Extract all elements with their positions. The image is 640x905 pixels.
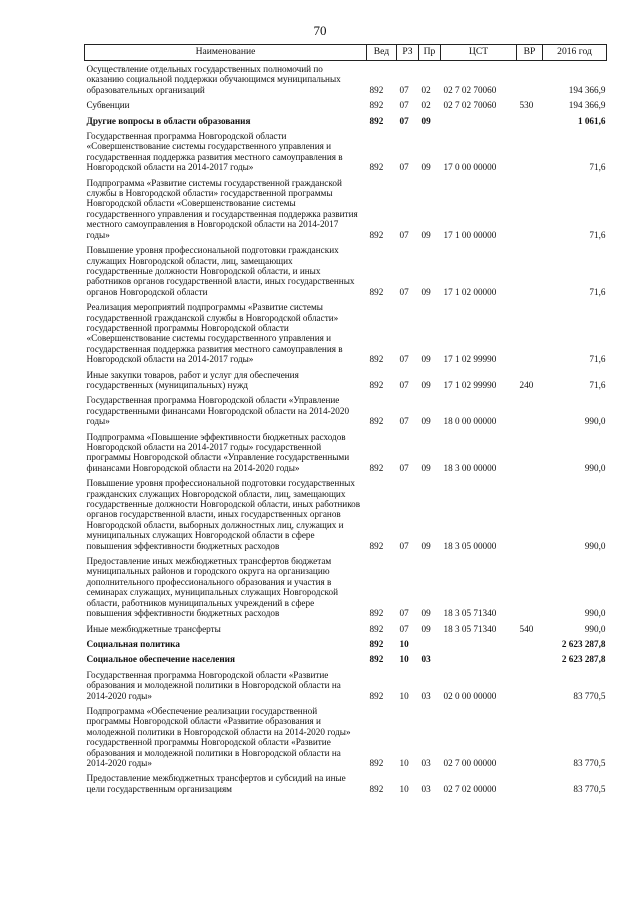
table-row [85,113,607,128]
cell-vr [517,61,543,98]
cell-ved: 892 [369,100,384,111]
table-row [85,97,607,112]
cell-name: Повышение уровня профессиональной подготовки государственных гражданских служащих Новгородской области, лиц, замещающих государственные должности Новгородской области, иных работников органов государственной власти, иных государственных органов Новгородской области, выборных должностных лиц, служащих и муниципальных служащих Новгородской области в сфере повышения эффективности бюджетных расходов [86,478,361,551]
cell-rz: 07 [399,115,409,126]
cell-ved: 892 [369,623,384,634]
cell-ved: 892 [369,462,384,473]
cell-cst: 02 7 02 70060 [443,84,497,95]
cell-pr: 09 [421,608,431,619]
cell-pr: 09 [421,379,431,390]
cell-cst: 18 3 05 71340 [443,623,497,634]
cell-sum: 2 623 287,8 [561,638,606,649]
cell-ved: 892 [369,690,384,701]
header-rz: РЗ [397,45,419,61]
cell-pr: 03 [421,654,431,665]
cell-vr [517,553,543,620]
cell-cst: 18 3 00 00000 [443,462,497,473]
cell-sum: 71,6 [589,379,606,390]
table-header-row [85,45,607,61]
table-body [85,61,607,797]
cell-cst [441,113,517,128]
header-vr: ВР [517,45,543,61]
table-row [85,770,607,796]
table-row [85,636,607,651]
cell-sum: 83 770,5 [573,757,606,768]
cell-name: Государственная программа Новгородской области «Управление государственными финансами Новгородской области на 2014-2020 годы» [86,395,350,427]
cell-rz: 07 [399,623,409,634]
cell-rz: 10 [399,638,409,649]
cell-rz: 07 [399,416,409,427]
cell-name: Другие вопросы в области образования [86,115,251,126]
cell-vr: 530 [519,100,534,111]
table-row [85,429,607,476]
cell-pr: 03 [421,690,431,701]
cell-vr [517,703,543,770]
cell-rz: 07 [399,608,409,619]
table-row [85,621,607,636]
cell-vr [517,113,543,128]
cell-rz: 10 [399,757,409,768]
cell-ved: 892 [369,654,384,665]
cell-pr: 09 [421,623,431,634]
cell-pr: 09 [421,115,431,126]
cell-cst: 17 0 00 00000 [443,162,497,173]
cell-sum: 990,0 [584,623,606,634]
cell-name: Социальная политика [86,638,180,649]
cell-pr: 09 [421,416,431,427]
cell-name: Подпрограмма «Развитие системы государственной гражданской службы в Новгородской области» государственной программы Новгородской области «Совершенствование системы государственного управления и государственная поддержка развития местного самоуправления в Новгородской области на 2014-2017 годы» [86,177,358,240]
table-row [85,475,607,553]
cell-pr: 02 [421,100,431,111]
cell-cst: 02 0 00 00000 [443,690,497,701]
cell-rz: 07 [399,84,409,95]
cell-vr [517,651,543,666]
cell-name: Подпрограмма «Обеспечение реализации государственной программы Новгородской области «Развитие образования и молодежной политики в Новгородской области на 2014-2020 годы» государственной программы Новгородской области «Развитие образования и молодежной политики в Новгородской области на 2014-2020 годы» [86,705,351,768]
cell-rz: 07 [399,100,409,111]
table-row [85,299,607,366]
table-row [85,703,607,770]
header-ved: Вед [367,45,397,61]
cell-vr [517,429,543,476]
cell-ved: 892 [369,84,384,95]
cell-pr: 02 [421,84,431,95]
cell-sum: 83 770,5 [573,783,606,794]
table-row [85,667,607,703]
cell-ved: 892 [369,354,384,365]
cell-sum: 71,6 [589,162,606,173]
cell-cst: 17 1 00 00000 [443,229,497,240]
header-name: Наименование [85,45,367,61]
cell-sum: 990,0 [584,540,606,551]
cell-rz: 07 [399,162,409,173]
cell-name: Субвенции [86,100,130,111]
budget-table [84,44,607,796]
cell-pr: 09 [421,354,431,365]
cell-sum: 71,6 [589,286,606,297]
cell-cst: 17 1 02 99990 [443,379,497,390]
cell-ved: 892 [369,379,384,390]
cell-ved: 892 [369,115,384,126]
cell-rz: 10 [399,690,409,701]
cell-name: Иные межбюджетные трансферты [86,623,221,634]
cell-name: Государственная программа Новгородской области «Совершенствование системы государственного управления и государственная поддержка развития местного самоуправления в Новгородской области на 2014-2017 годы» [86,131,343,173]
cell-name: Социальное обеспечение населения [86,654,235,665]
cell-sum: 83 770,5 [573,690,606,701]
cell-name: Предоставление иных межбюджетных трансфертов бюджетам муниципальных районов и городского округа на организацию дополнительного профессионального образования и участия в семинарах служащих, муниципальных служащих Новгородской области, работников муниципальных учреждений в сфере повышения эффективности бюджетных расходов [86,556,339,619]
cell-vr [517,475,543,553]
cell-vr [517,636,543,651]
table-row [85,367,607,393]
cell-name: Иные закупки товаров, работ и услуг для обеспечения государственных (муниципальных) нужд [86,369,299,390]
table-row [85,61,607,98]
cell-sum: 71,6 [589,229,606,240]
header-pr: Пр [419,45,441,61]
cell-name: Подпрограмма «Повышение эффективности бюджетных расходов Новгородской области на 2014-2017 годы» государственной программы Новгородской области «Управление государственными финансами Новгородской области на 2014-2020 годы» [86,431,350,473]
cell-ved: 892 [369,783,384,794]
cell-name: Повышение уровня профессиональной подготовки гражданских служащих Новгородской области, лиц, замещающих государственные должности Новгородской области, и иных работников органов государственной власти, иных государственных органов Новгородской области [86,245,355,297]
cell-vr [517,667,543,703]
cell-rz: 07 [399,462,409,473]
cell-sum: 194 366,9 [568,84,606,95]
cell-rz: 07 [399,354,409,365]
cell-cst [441,636,517,651]
cell-cst: 18 0 00 00000 [443,416,497,427]
cell-ved: 892 [369,608,384,619]
cell-sum: 990,0 [584,416,606,427]
cell-pr: 03 [421,757,431,768]
cell-cst: 02 7 02 70060 [443,100,497,111]
cell-name: Реализация мероприятий подпрограммы «Развитие системы государственной гражданской службы в Новгородской области» государственной программы Новгородской области «Совершенствование системы государственного управления и государственная поддержка развития местного самоуправления в Новгородской области на 2014-2017 годы» [86,302,343,365]
cell-vr [517,128,543,175]
cell-sum: 1 061,6 [577,115,606,126]
cell-vr: 240 [519,379,534,390]
cell-cst: 18 3 05 71340 [443,608,497,619]
cell-vr [517,770,543,796]
cell-pr: 09 [421,229,431,240]
cell-name: Осуществление отдельных государственных полномочий по оказанию социальной поддержки обучающимся муниципальных образовательных организаций [86,64,341,95]
cell-ved: 892 [369,757,384,768]
cell-ved: 892 [369,286,384,297]
cell-pr: 03 [421,783,431,794]
cell-pr [419,636,441,651]
cell-rz: 07 [399,540,409,551]
cell-vr: 540 [519,623,534,634]
table-row [85,651,607,666]
cell-cst: 18 3 05 00000 [443,540,497,551]
cell-vr [517,242,543,299]
cell-sum: 2 623 287,8 [561,654,606,665]
cell-sum: 71,6 [589,354,606,365]
cell-ved: 892 [369,416,384,427]
cell-pr: 09 [421,462,431,473]
cell-ved: 892 [369,638,384,649]
cell-rz: 07 [399,286,409,297]
cell-cst: 02 7 00 00000 [443,757,497,768]
cell-rz: 07 [399,379,409,390]
cell-ved: 892 [369,229,384,240]
table-row [85,242,607,299]
cell-vr [517,299,543,366]
cell-sum: 990,0 [584,608,606,619]
cell-vr [517,392,543,428]
cell-cst: 17 1 02 00000 [443,286,497,297]
cell-name: Государственная программа Новгородской области «Развитие образования и молодежной политики в Новгородской области на 2014-2020 годы» [86,669,341,701]
page-number: 70 [313,23,327,38]
table-row [85,175,607,242]
table-row [85,553,607,620]
cell-name: Предоставление межбюджетных трансфертов и субсидий на иные цели государственным организациям [86,773,346,794]
cell-pr: 09 [421,286,431,297]
cell-vr [517,175,543,242]
cell-ved: 892 [369,162,384,173]
cell-sum: 990,0 [584,462,606,473]
table-row [85,392,607,428]
cell-cst [441,651,517,666]
cell-sum: 194 366,9 [568,100,606,111]
cell-pr: 09 [421,540,431,551]
cell-cst: 17 1 02 99990 [443,354,497,365]
cell-ved: 892 [369,540,384,551]
cell-rz: 07 [399,229,409,240]
table-row [85,128,607,175]
cell-cst: 02 7 02 00000 [443,783,497,794]
header-cst: ЦСТ [441,45,517,61]
cell-rz: 10 [399,783,409,794]
cell-rz: 10 [399,654,409,665]
cell-pr: 09 [421,162,431,173]
header-year: 2016 год [543,45,607,61]
